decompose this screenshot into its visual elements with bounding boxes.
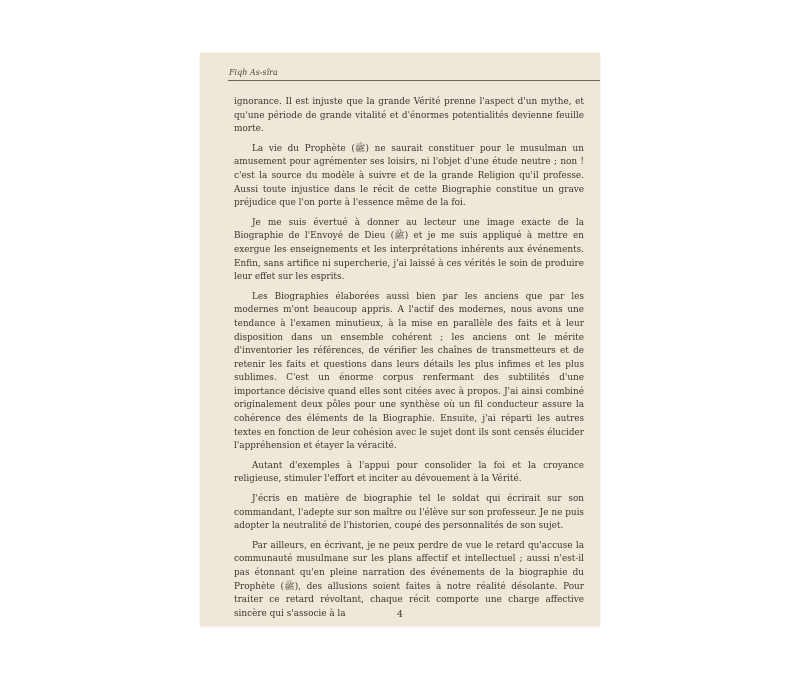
- paragraph: ignorance. Il est injuste que la grande Vérité prenne l'aspect d'un mythe, et qu'une période de grande vitalité et d'énormes potentialités devienne feuille morte.: [234, 97, 584, 135]
- body-text: [234, 96, 584, 627]
- book-page: [200, 53, 600, 626]
- header-rule: [228, 80, 600, 81]
- paragraph: Les Biographies élaborées aussi bien par les anciens que par les modernes m'ont beaucoup appris. A l'actif des modernes, nous avons une tendance à l'examen minutieux, à la mise en parallèle des faits et à leur disposition dans un ensemble cohérent ; les anciens ont le mérite d'inventorier les références, de vérifier les chaînes de transmetteurs et de retenir les faits et questions dans leurs détails les plus infimes et les plus sublimes. C'est un énorme corpus renfermant des subtilités d'une importance décisive quand elles sont citées avec à propos. J'ai ainsi combiné originalement deux pôles pour une synthèse où un fil conducteur assure la cohérence des éléments de la Biographie. Ensuite, j'ai réparti les autres textes en fonction de leur cohésion avec le sujet dont ils sont censés élucider l'appréhension et étayer la véracité.: [234, 291, 584, 452]
- running-title: Fiqh As-sîra: [229, 68, 278, 77]
- paragraph: La vie du Prophète (ﷺ) ne saurait constituer pour le musulman un amusement pour agrémenter ses loisirs, ni l'objet d'une étude neutre ; non ! c'est la source du modèle à suivre et de la grande Religion qu'il professe. Aussi toute injustice dans le récit de cette Biographie constitue un grave préjudice que l'on porte à l'essence même de la foi.: [234, 143, 584, 209]
- paragraph: Autant d'exemples à l'appui pour consolider la foi et la croyance religieuse, stimuler l'effort et inciter au dévouement à la Vérité.: [234, 460, 584, 485]
- page-number: 4: [397, 610, 403, 620]
- paragraph: Je me suis évertué à donner au lecteur une image exacte de la Biographie de l'Envoyé de Dieu (ﷺ) et je me suis appliqué à mettre en exergue les enseignements et les interprétations inhérents aux événements. Enfin, sans artifice ni supercherie, j'ai laissé à ces vérités le soin de produire leur effet sur les esprits.: [234, 217, 584, 283]
- paragraph: J'écris en matière de biographie tel le soldat qui écrirait sur son commandant, l'adepte sur son maître ou l'élève sur son professeur. Je ne puis adopter la neutralité de l'historien, coupé des personnalités de son sujet.: [234, 494, 584, 532]
- paragraph: Par ailleurs, en écrivant, je ne peux perdre de vue le retard qu'accuse la communauté musulmane sur les plans affectif et intellectuel ; aussi n'est-il pas étonnant qu'en pleine narration des événements de la biographie du Prophète (ﷺ), des allusions soient faites à notre réalité désolante. Pour traiter ce retard révoltant, chaque récit comporte une charge affective sincère qui s'associe à la: [234, 540, 584, 619]
